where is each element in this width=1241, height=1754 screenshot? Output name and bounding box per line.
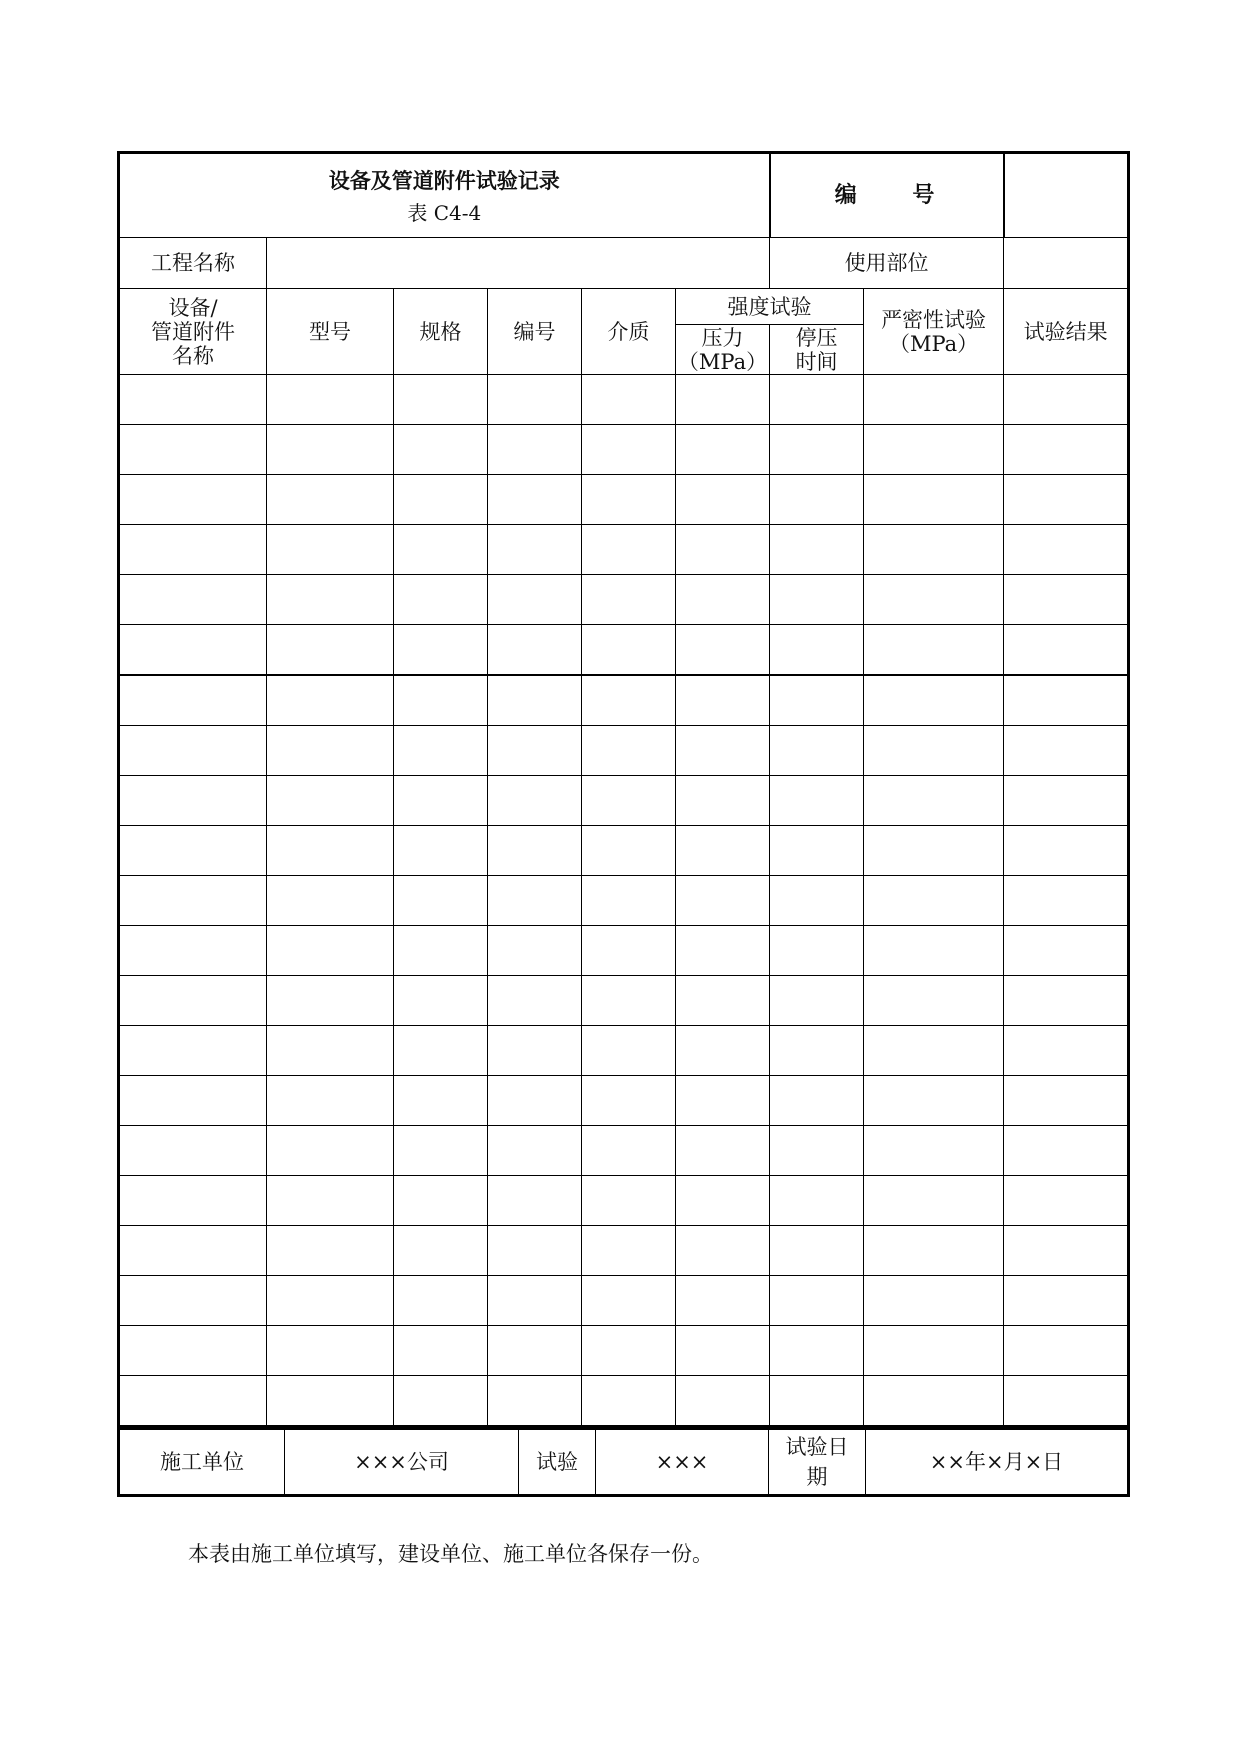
data-cell[interactable]	[676, 1126, 770, 1176]
data-cell[interactable]	[864, 575, 1004, 625]
data-cell[interactable]	[1004, 1026, 1129, 1076]
data-cell[interactable]	[582, 1326, 676, 1376]
data-cell[interactable]	[864, 876, 1004, 926]
data-cell[interactable]	[770, 1376, 864, 1427]
project-name-value[interactable]	[267, 238, 770, 289]
data-cell[interactable]	[770, 976, 864, 1026]
data-cell[interactable]	[394, 776, 488, 826]
col-device-name: 设备/ 管道附件 名称	[119, 289, 267, 375]
test-date-value[interactable]: ××年×月×日	[866, 1429, 1129, 1496]
data-cell[interactable]	[394, 375, 488, 425]
data-cell[interactable]	[488, 876, 582, 926]
data-cell[interactable]	[119, 1026, 267, 1076]
data-cell[interactable]	[676, 826, 770, 876]
location-label: 使用部位	[770, 238, 1004, 289]
table-row	[119, 525, 1129, 575]
data-cell[interactable]	[119, 1376, 267, 1427]
data-cell[interactable]	[1004, 575, 1129, 625]
data-cell[interactable]	[1004, 525, 1129, 575]
form-title-cell	[119, 153, 770, 238]
data-cell[interactable]	[267, 1376, 394, 1427]
table-row	[119, 776, 1129, 826]
data-cell[interactable]	[770, 1276, 864, 1326]
data-cell[interactable]	[770, 675, 864, 726]
data-cell[interactable]	[119, 1176, 267, 1226]
table-row	[119, 475, 1129, 525]
data-cell[interactable]	[267, 1226, 394, 1276]
table-row	[119, 1176, 1129, 1226]
data-cell[interactable]	[488, 525, 582, 575]
data-cell[interactable]	[582, 926, 676, 976]
data-cell[interactable]	[864, 425, 1004, 475]
table-row	[119, 625, 1129, 676]
data-cell[interactable]	[582, 625, 676, 676]
data-cell[interactable]	[119, 1226, 267, 1276]
table-row	[119, 1276, 1129, 1326]
table-row	[119, 726, 1129, 776]
table-row	[119, 575, 1129, 625]
table-row	[119, 1076, 1129, 1126]
data-cell[interactable]	[676, 475, 770, 525]
data-cell[interactable]	[582, 525, 676, 575]
data-cell[interactable]	[394, 675, 488, 726]
table-row	[119, 826, 1129, 876]
data-cell[interactable]	[267, 826, 394, 876]
data-cell[interactable]	[267, 425, 394, 475]
data-cell[interactable]	[582, 976, 676, 1026]
data-cell[interactable]	[582, 876, 676, 926]
data-cell[interactable]	[1004, 976, 1129, 1026]
code-value-cell[interactable]	[1004, 153, 1129, 238]
data-cell[interactable]	[676, 726, 770, 776]
data-cell[interactable]	[676, 1076, 770, 1126]
data-cell[interactable]	[488, 1276, 582, 1326]
data-cell[interactable]	[394, 1076, 488, 1126]
data-cell[interactable]	[1004, 1176, 1129, 1226]
data-cell[interactable]	[394, 475, 488, 525]
data-cell[interactable]	[582, 575, 676, 625]
data-cell[interactable]	[1004, 1276, 1129, 1326]
data-cell[interactable]	[770, 375, 864, 425]
data-cell[interactable]	[582, 1126, 676, 1176]
data-cell[interactable]	[394, 876, 488, 926]
tester-label: 试验	[519, 1429, 596, 1496]
data-cell[interactable]	[676, 375, 770, 425]
data-cell[interactable]	[267, 675, 394, 726]
data-cell[interactable]	[119, 575, 267, 625]
record-form	[117, 151, 1127, 1497]
data-cell[interactable]	[864, 1226, 1004, 1276]
data-cell[interactable]	[394, 1276, 488, 1326]
data-cell[interactable]	[676, 876, 770, 926]
data-cell[interactable]	[864, 1126, 1004, 1176]
tester-value[interactable]: ×××	[596, 1429, 769, 1496]
data-cell[interactable]	[864, 1326, 1004, 1376]
table-row	[119, 375, 1129, 425]
data-cell[interactable]	[864, 675, 1004, 726]
data-cell[interactable]	[267, 776, 394, 826]
data-cell[interactable]	[770, 525, 864, 575]
data-cell[interactable]	[770, 575, 864, 625]
data-cell[interactable]	[676, 1276, 770, 1326]
data-cell[interactable]	[119, 475, 267, 525]
code-label-cell	[770, 153, 1004, 238]
data-cell[interactable]	[864, 375, 1004, 425]
data-cell[interactable]	[394, 1126, 488, 1176]
data-cell[interactable]	[770, 1226, 864, 1276]
data-cell[interactable]	[488, 1076, 582, 1126]
table-row	[119, 1376, 1129, 1427]
data-cell[interactable]	[1004, 1126, 1129, 1176]
data-cell[interactable]	[770, 425, 864, 475]
data-cell[interactable]	[488, 1376, 582, 1427]
test-date-label: 试验日 期	[769, 1429, 866, 1496]
data-cell[interactable]	[864, 625, 1004, 676]
data-cell[interactable]	[394, 525, 488, 575]
data-cell[interactable]	[488, 826, 582, 876]
table-row	[119, 425, 1129, 475]
location-value[interactable]	[1004, 238, 1129, 289]
col-number: 编号	[488, 289, 582, 375]
data-cell[interactable]	[267, 1326, 394, 1376]
data-cell[interactable]	[119, 525, 267, 575]
data-cell[interactable]	[676, 625, 770, 676]
data-cell[interactable]	[1004, 876, 1129, 926]
data-cell[interactable]	[488, 1326, 582, 1376]
data-cell[interactable]	[488, 375, 582, 425]
data-cell[interactable]	[267, 1176, 394, 1226]
data-cell[interactable]	[770, 1026, 864, 1076]
data-cell[interactable]	[676, 675, 770, 726]
contractor-label: 施工单位	[119, 1429, 285, 1496]
data-cell[interactable]	[119, 1276, 267, 1326]
data-cell[interactable]	[267, 926, 394, 976]
data-cell[interactable]	[1004, 776, 1129, 826]
data-cell[interactable]	[582, 1276, 676, 1326]
data-cell[interactable]	[1004, 375, 1129, 425]
data-cell[interactable]	[394, 625, 488, 676]
data-cell[interactable]	[676, 926, 770, 976]
data-cell[interactable]	[770, 1326, 864, 1376]
data-cell[interactable]	[582, 1176, 676, 1226]
form-title: 设备及管道附件试验记录	[328, 167, 560, 193]
data-cell[interactable]	[676, 1376, 770, 1427]
table-row	[119, 876, 1129, 926]
data-cell[interactable]	[864, 776, 1004, 826]
data-cell[interactable]	[267, 1126, 394, 1176]
data-cell[interactable]	[267, 1026, 394, 1076]
footer-table	[117, 1428, 1130, 1497]
data-cell[interactable]	[119, 625, 267, 676]
data-cell[interactable]	[394, 1026, 488, 1076]
col-tightness-test: 严密性试验 （MPa）	[864, 289, 1004, 375]
data-cell[interactable]	[488, 575, 582, 625]
data-cell[interactable]	[582, 475, 676, 525]
data-cell[interactable]	[394, 726, 488, 776]
data-cell[interactable]	[1004, 475, 1129, 525]
data-cell[interactable]	[488, 926, 582, 976]
data-cell[interactable]	[676, 1326, 770, 1376]
data-cell[interactable]	[488, 475, 582, 525]
data-cell[interactable]	[1004, 675, 1129, 726]
data-cell[interactable]	[864, 475, 1004, 525]
data-cell[interactable]	[864, 826, 1004, 876]
table-row	[119, 1126, 1129, 1176]
data-cell[interactable]	[864, 1026, 1004, 1076]
data-cell[interactable]	[267, 525, 394, 575]
col-hold-time: 停压 时间	[770, 325, 864, 375]
form-table	[117, 151, 1130, 1428]
data-cell[interactable]	[488, 1226, 582, 1276]
data-cell[interactable]	[582, 776, 676, 826]
data-cell[interactable]	[676, 425, 770, 475]
data-cell[interactable]	[676, 976, 770, 1026]
data-cell[interactable]	[394, 1176, 488, 1226]
data-cell[interactable]	[267, 726, 394, 776]
data-cell[interactable]	[582, 375, 676, 425]
data-cell[interactable]	[582, 826, 676, 876]
data-cell[interactable]	[770, 776, 864, 826]
data-cell[interactable]	[119, 1126, 267, 1176]
data-cell[interactable]	[676, 1176, 770, 1226]
data-cell[interactable]	[1004, 425, 1129, 475]
data-cell[interactable]	[267, 1076, 394, 1126]
table-row	[119, 976, 1129, 1026]
data-cell[interactable]	[770, 726, 864, 776]
table-row	[119, 1026, 1129, 1076]
form-note: 本表由施工单位填写，建设单位、施工单位各保存一份。	[188, 1542, 713, 1566]
data-cell[interactable]	[582, 1026, 676, 1076]
data-cell[interactable]	[119, 375, 267, 425]
data-cell[interactable]	[864, 976, 1004, 1026]
data-cell[interactable]	[394, 425, 488, 475]
data-cell[interactable]	[394, 1376, 488, 1427]
data-cell[interactable]	[1004, 1226, 1129, 1276]
data-cell[interactable]	[488, 675, 582, 726]
data-cell[interactable]	[770, 1176, 864, 1226]
data-cell[interactable]	[770, 475, 864, 525]
data-cell[interactable]	[770, 1126, 864, 1176]
project-name-label: 工程名称	[119, 238, 267, 289]
data-cell[interactable]	[864, 1376, 1004, 1427]
data-cell[interactable]	[864, 1276, 1004, 1326]
data-cell[interactable]	[582, 425, 676, 475]
data-cell[interactable]	[488, 976, 582, 1026]
data-cell[interactable]	[582, 726, 676, 776]
data-cell[interactable]	[119, 675, 267, 726]
table-row	[119, 1226, 1129, 1276]
data-cell[interactable]	[394, 826, 488, 876]
code-label: 编 号	[834, 182, 959, 208]
data-cell[interactable]	[119, 1326, 267, 1376]
data-cell[interactable]	[864, 1076, 1004, 1126]
data-cell[interactable]	[267, 575, 394, 625]
data-cell[interactable]	[1004, 1076, 1129, 1126]
data-cell[interactable]	[1004, 826, 1129, 876]
col-spec: 规格	[394, 289, 488, 375]
data-rows	[119, 375, 1129, 1427]
data-cell[interactable]	[582, 1376, 676, 1427]
data-cell[interactable]	[488, 1176, 582, 1226]
data-cell[interactable]	[676, 1026, 770, 1076]
data-cell[interactable]	[676, 525, 770, 575]
data-cell[interactable]	[119, 826, 267, 876]
data-cell[interactable]	[770, 926, 864, 976]
data-cell[interactable]	[676, 776, 770, 826]
data-cell[interactable]	[770, 1076, 864, 1126]
data-cell[interactable]	[119, 776, 267, 826]
data-cell[interactable]	[488, 425, 582, 475]
data-cell[interactable]	[267, 625, 394, 676]
data-cell[interactable]	[676, 575, 770, 625]
data-cell[interactable]	[864, 1176, 1004, 1226]
data-cell[interactable]	[488, 726, 582, 776]
data-cell[interactable]	[864, 525, 1004, 575]
data-cell[interactable]	[267, 876, 394, 926]
table-row	[119, 926, 1129, 976]
data-cell[interactable]	[1004, 926, 1129, 976]
data-cell[interactable]	[864, 926, 1004, 976]
data-cell[interactable]	[394, 575, 488, 625]
col-model: 型号	[267, 289, 394, 375]
data-cell[interactable]	[488, 1026, 582, 1076]
data-cell[interactable]	[1004, 1326, 1129, 1376]
data-cell[interactable]	[582, 1226, 676, 1276]
data-cell[interactable]	[119, 1076, 267, 1126]
data-cell[interactable]	[1004, 625, 1129, 676]
col-pressure: 压力 （MPa）	[676, 325, 770, 375]
data-cell[interactable]	[770, 625, 864, 676]
col-result: 试验结果	[1004, 289, 1129, 375]
data-cell[interactable]	[864, 726, 1004, 776]
data-cell[interactable]	[582, 1076, 676, 1126]
data-cell[interactable]	[267, 375, 394, 425]
col-strength-test: 强度试验	[676, 289, 864, 325]
table-row	[119, 675, 1129, 726]
data-cell[interactable]	[267, 1276, 394, 1326]
data-cell[interactable]	[119, 876, 267, 926]
data-cell[interactable]	[770, 826, 864, 876]
data-cell[interactable]	[119, 976, 267, 1026]
data-cell[interactable]	[394, 1226, 488, 1276]
table-row	[119, 1326, 1129, 1376]
data-cell[interactable]	[394, 1326, 488, 1376]
data-cell[interactable]	[119, 425, 267, 475]
data-cell[interactable]	[1004, 726, 1129, 776]
data-cell[interactable]	[488, 776, 582, 826]
data-cell[interactable]	[488, 625, 582, 676]
data-cell[interactable]	[676, 1226, 770, 1276]
data-cell[interactable]	[582, 675, 676, 726]
data-cell[interactable]	[267, 475, 394, 525]
data-cell[interactable]	[394, 926, 488, 976]
data-cell[interactable]	[119, 926, 267, 976]
form-subtitle: 表 C4-4	[407, 200, 482, 225]
col-medium: 介质	[582, 289, 676, 375]
contractor-value[interactable]: ×××公司	[285, 1429, 519, 1496]
data-cell[interactable]	[119, 726, 267, 776]
data-cell[interactable]	[1004, 1376, 1129, 1427]
data-cell[interactable]	[488, 1126, 582, 1176]
data-cell[interactable]	[394, 976, 488, 1026]
data-cell[interactable]	[770, 876, 864, 926]
data-cell[interactable]	[267, 976, 394, 1026]
